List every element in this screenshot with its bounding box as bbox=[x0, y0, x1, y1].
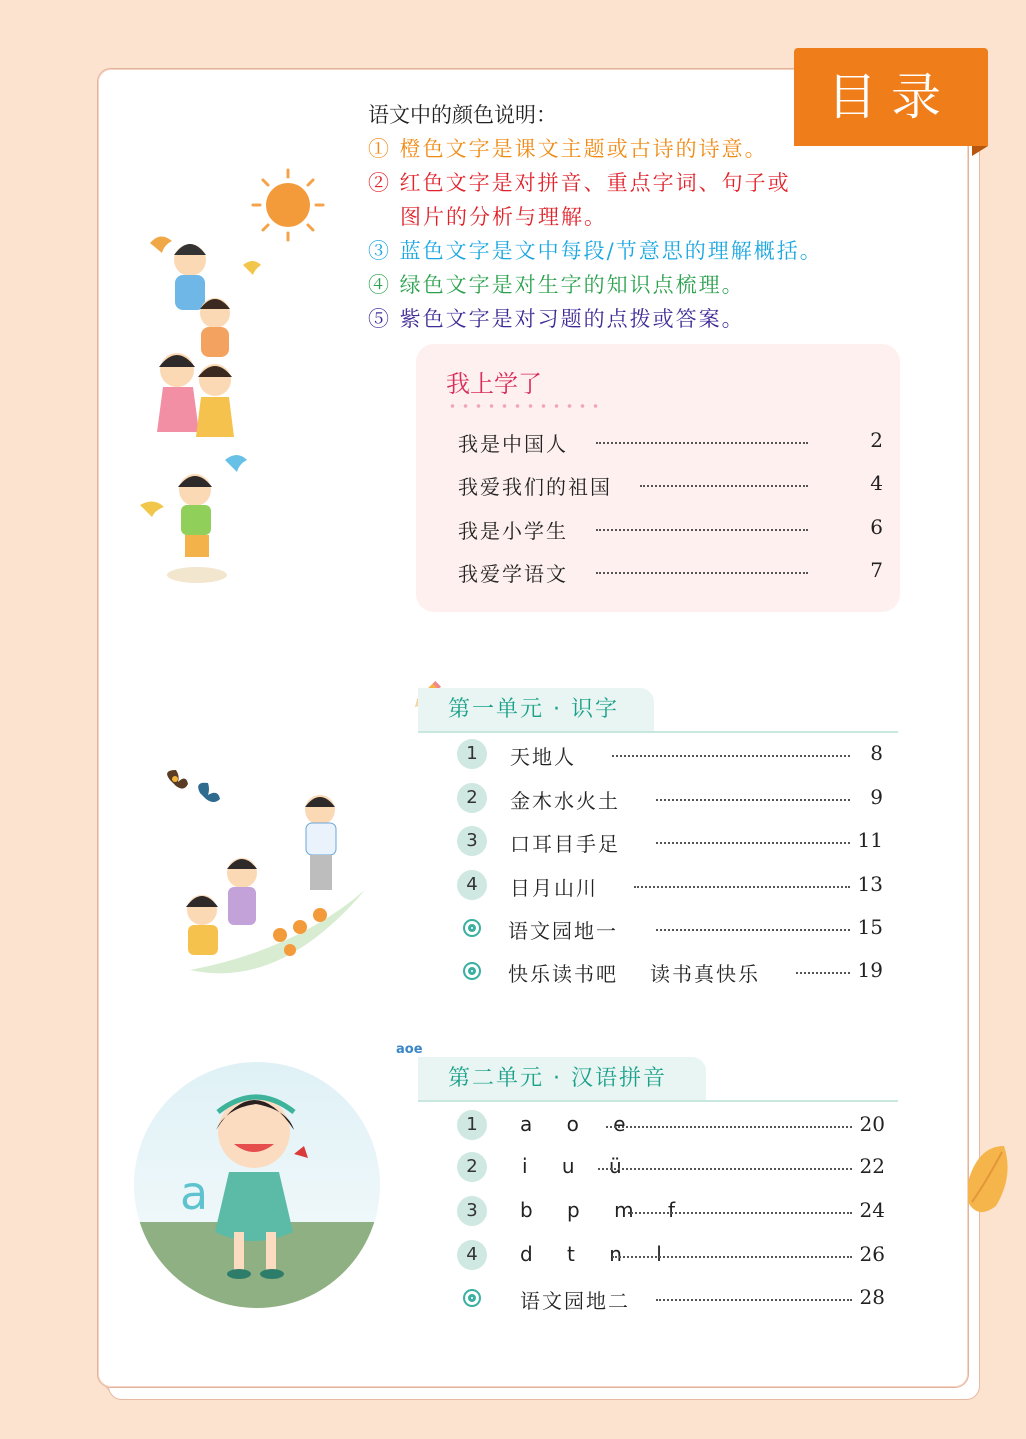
dot-leader bbox=[596, 529, 808, 531]
legend-item-orange: ① 橙色文字是课文主题或古诗的诗意。 bbox=[368, 137, 768, 161]
toc-row[interactable] bbox=[508, 915, 883, 945]
bird-icon bbox=[140, 501, 164, 517]
ring-bullet-icon bbox=[463, 919, 481, 937]
toc-row[interactable] bbox=[458, 428, 883, 458]
butterfly-icon bbox=[167, 770, 188, 789]
lesson-number: 3 bbox=[457, 826, 487, 856]
toc-row[interactable] bbox=[522, 1154, 885, 1184]
bird-icon bbox=[225, 455, 247, 472]
lesson-number: 2 bbox=[457, 1152, 487, 1182]
legend-item-blue: ③ 蓝色文字是文中每段/节意思的理解概括。 bbox=[368, 239, 823, 263]
lesson-number: 2 bbox=[457, 783, 487, 813]
dot-leader bbox=[656, 799, 850, 801]
playground-illustration bbox=[160, 765, 380, 975]
toc-page: 9 bbox=[870, 785, 883, 809]
toc-label: 我爱学语文 bbox=[458, 562, 568, 586]
lesson-number: 1 bbox=[457, 739, 487, 769]
letter-a: a bbox=[180, 1166, 209, 1220]
unit1-title: 第一单元 · 识字 bbox=[418, 688, 654, 732]
toc-row[interactable] bbox=[510, 741, 883, 771]
bird-icon bbox=[243, 261, 261, 275]
butterfly-icon bbox=[198, 783, 220, 802]
dot-leader bbox=[628, 1212, 852, 1214]
toc-page: 15 bbox=[857, 915, 883, 939]
toc-page: 4 bbox=[870, 471, 883, 495]
dot-leader bbox=[596, 442, 808, 444]
color-legend bbox=[368, 98, 823, 336]
title-dots bbox=[446, 404, 606, 408]
toc-label: 日月山川 bbox=[510, 876, 598, 900]
toc-label: b p m f bbox=[520, 1198, 689, 1222]
toc-row[interactable] bbox=[458, 515, 883, 545]
toc-row[interactable] bbox=[508, 958, 883, 988]
toc-label: d t n l bbox=[520, 1242, 676, 1266]
toc-row[interactable] bbox=[510, 785, 883, 815]
toc-page: 24 bbox=[859, 1198, 885, 1222]
toc-page: 28 bbox=[859, 1285, 885, 1309]
contents-tab: 目录 bbox=[794, 48, 988, 146]
legend-item-purple: ⑤ 紫色文字是对习题的点拨或答案。 bbox=[368, 307, 745, 331]
toc-label: 我爱我们的祖国 bbox=[458, 475, 612, 499]
legend-item-red: ② 红色文字是对拼音、重点字词、句子或 bbox=[368, 171, 791, 195]
toc-row[interactable] bbox=[520, 1242, 885, 1272]
unit2-title: 第二单元 · 汉语拼音 bbox=[418, 1057, 706, 1101]
ring-bullet-icon bbox=[463, 1289, 481, 1307]
lesson-number: 3 bbox=[457, 1196, 487, 1226]
toc-page: 13 bbox=[857, 872, 883, 896]
toc-label: 我是中国人 bbox=[458, 432, 568, 456]
children-illustration bbox=[135, 165, 335, 590]
toc-row[interactable] bbox=[510, 872, 883, 902]
toc-page: 8 bbox=[870, 741, 883, 765]
toc-row[interactable] bbox=[458, 558, 883, 588]
leaf-icon bbox=[962, 1142, 1012, 1222]
toc-page: 2 bbox=[870, 428, 883, 452]
toc-row[interactable] bbox=[458, 471, 883, 501]
toc-label: 我是小学生 bbox=[458, 519, 568, 543]
lesson-number: 4 bbox=[457, 870, 487, 900]
toc-row[interactable] bbox=[510, 828, 883, 858]
toc-page: 11 bbox=[857, 828, 883, 852]
dot-leader bbox=[612, 755, 850, 757]
dot-leader bbox=[634, 886, 850, 888]
unit1-divider bbox=[418, 731, 898, 733]
toc-row[interactable] bbox=[520, 1198, 885, 1228]
tab-fold bbox=[972, 146, 988, 156]
toc-row[interactable] bbox=[520, 1285, 885, 1315]
toc-label: 语文园地二 bbox=[520, 1289, 630, 1313]
toc-label: 语文园地一 bbox=[508, 919, 618, 943]
toc-label: 金木水火土 bbox=[510, 789, 620, 813]
toc-label: i u ü bbox=[522, 1154, 636, 1178]
toc-page: 6 bbox=[870, 515, 883, 539]
bird-icon bbox=[150, 236, 172, 253]
dot-leader bbox=[596, 572, 808, 574]
toc-row[interactable] bbox=[520, 1112, 885, 1142]
toc-label: 天地人 bbox=[510, 745, 576, 769]
unit2-divider bbox=[418, 1100, 898, 1102]
toc-page: 20 bbox=[859, 1112, 885, 1136]
dot-leader bbox=[640, 485, 808, 487]
lesson-number: 4 bbox=[457, 1240, 487, 1270]
sun-icon bbox=[253, 170, 323, 240]
girl-figure bbox=[134, 1062, 380, 1308]
dot-leader bbox=[656, 929, 850, 931]
intro-title: 我上学了 bbox=[446, 370, 542, 398]
toc-page: 19 bbox=[857, 958, 883, 982]
toc-page: 22 bbox=[859, 1154, 885, 1178]
dot-leader bbox=[612, 1256, 852, 1258]
dot-leader bbox=[606, 1126, 852, 1128]
dot-leader bbox=[656, 1299, 852, 1301]
ring-bullet-icon bbox=[463, 962, 481, 980]
lesson-number: 1 bbox=[457, 1110, 487, 1140]
dot-leader bbox=[656, 842, 850, 844]
legend-item-red-cont: 图片的分析与理解。 bbox=[400, 205, 607, 229]
legend-heading: 语文中的颜色说明： bbox=[368, 103, 557, 127]
toc-label: a o e bbox=[520, 1112, 640, 1136]
toc-page: 7 bbox=[870, 558, 883, 582]
toc-label: 快乐读书吧 bbox=[508, 962, 618, 986]
dot-leader bbox=[796, 972, 850, 974]
toc-page: 26 bbox=[859, 1242, 885, 1266]
legend-item-green: ④ 绿色文字是对生字的知识点梳理。 bbox=[368, 273, 745, 297]
aoe-badge-icon: aoe bbox=[396, 1042, 423, 1057]
dot-leader bbox=[598, 1168, 852, 1170]
toc-label: 口耳目手足 bbox=[510, 832, 620, 856]
girl-illustration bbox=[134, 1062, 380, 1308]
toc-sublabel: 读书真快乐 bbox=[650, 962, 760, 986]
